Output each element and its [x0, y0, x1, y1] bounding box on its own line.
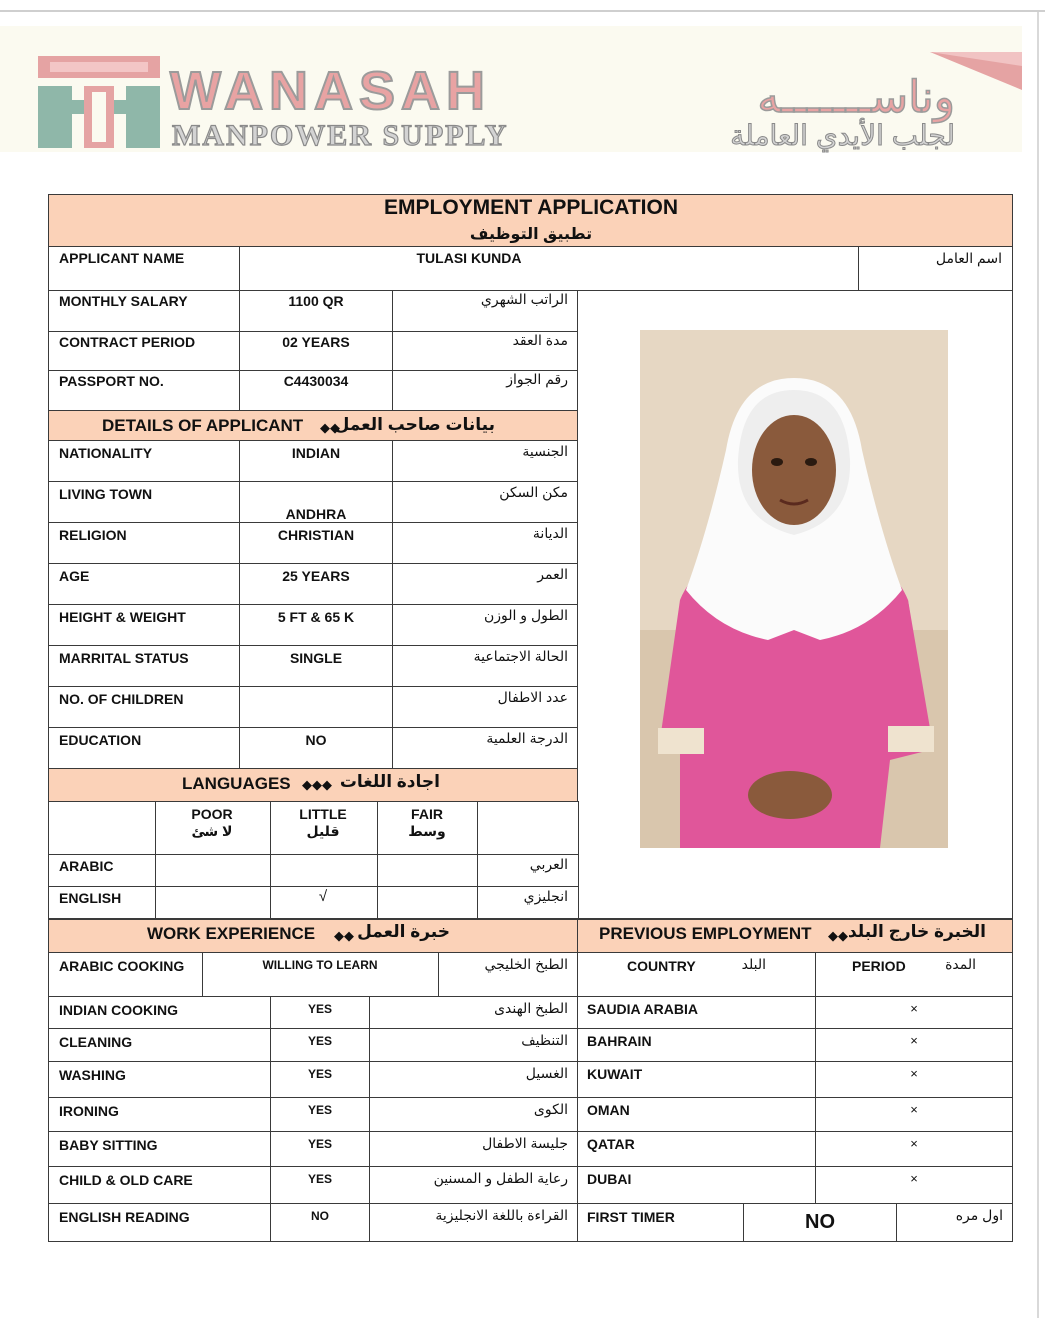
language-level-label-arabic: لا شئ	[191, 823, 233, 839]
previous-period-cross-icon: ×	[910, 1066, 918, 1081]
language-level-label: LITTLE	[299, 806, 347, 822]
work-row-label: INDIAN COOKING	[59, 1002, 178, 1018]
top-row-value: 1100 QR	[288, 293, 344, 309]
work-row-label: BABY SITTING	[59, 1137, 158, 1153]
brand-tagline-arabic: لجلب الأيدي العاملة	[730, 120, 955, 151]
language-level-label-arabic: وسط	[408, 823, 446, 839]
letterhead	[0, 26, 1022, 152]
form-title: EMPLOYMENT APPLICATION	[384, 196, 678, 219]
details-header: DETAILS OF APPLICANT	[102, 416, 304, 435]
detail-row-label: EDUCATION	[59, 732, 142, 748]
work-row-label: IRONING	[59, 1103, 119, 1119]
first-timer-label-arabic: اول مره	[955, 1207, 1003, 1223]
diamond-icon: ◆◆	[828, 928, 848, 943]
country-column-label-arabic: البلد	[741, 956, 766, 972]
detail-row-label: MARRITAL STATUS	[59, 650, 189, 666]
work-experience-header-arabic: خبرة العمل	[357, 922, 450, 941]
work-row-value: YES	[307, 1103, 333, 1117]
detail-row-label: NATIONALITY	[59, 445, 153, 461]
first-timer-label: FIRST TIMER	[587, 1209, 675, 1225]
detail-row-value: CHRISTIAN	[277, 527, 355, 543]
work-row-value: NO	[311, 1209, 329, 1223]
detail-row-value: NO	[305, 732, 327, 748]
first-timer-value: NO	[805, 1211, 835, 1233]
details-header-arabic: بيانات صاحب العمل	[334, 415, 495, 434]
work-row-label: CLEANING	[59, 1034, 133, 1050]
diamond-icon: ◆◆	[320, 420, 340, 435]
work-row-label: ARABIC COOKING	[59, 958, 185, 974]
applicant-name-value: TULASI KUNDA	[416, 250, 522, 266]
previous-country: OMAN	[587, 1102, 630, 1118]
top-row-label-arabic: مدة العقد	[512, 332, 568, 348]
period-column-label: PERIOD	[852, 958, 906, 974]
top-row-value: 02 YEARS	[282, 334, 350, 350]
top-row-label-arabic: رقم الجواز	[506, 371, 568, 387]
work-experience-header: WORK EXPERIENCE	[147, 924, 316, 943]
work-row-value: YES	[307, 1002, 333, 1016]
top-row-label-arabic: الراتب الشهري	[480, 291, 568, 307]
detail-row-label-arabic: العمر	[537, 566, 568, 582]
work-row-label-arabic: الطبخ الخليجي	[484, 956, 568, 972]
detail-row-label-arabic: عدد الاطفال	[497, 689, 568, 705]
work-row-label: CHILD & OLD CARE	[59, 1172, 193, 1188]
detail-row-label-arabic: مكن السكن	[499, 484, 568, 500]
top-row-label: CONTRACT PERIOD	[59, 334, 196, 350]
work-row-value: YES	[307, 1172, 333, 1186]
detail-row-label: NO. OF CHILDREN	[59, 691, 184, 707]
previous-employment-header: PREVIOUS EMPLOYMENT	[599, 924, 812, 943]
work-row-label-arabic: الطبخ الهندى	[494, 1000, 568, 1016]
detail-row-value: 25 YEARS	[282, 568, 350, 584]
language-check-mark: √	[318, 888, 328, 905]
work-row-label-arabic: جليسة الاطفال	[482, 1135, 568, 1151]
detail-row-label-arabic: الدرجة العلمية	[486, 730, 568, 746]
previous-period-cross-icon: ×	[910, 1001, 918, 1016]
work-row-value: WILLING TO LEARN	[262, 958, 378, 972]
work-row-value: YES	[307, 1067, 333, 1081]
language-row-label: ARABIC	[59, 858, 114, 874]
country-column-label: COUNTRY	[627, 958, 696, 974]
detail-row-value: INDIAN	[291, 445, 341, 461]
work-row-label-arabic: الغسيل	[525, 1065, 568, 1081]
previous-employment-header-arabic: الخبرة خارج البلد	[847, 922, 986, 941]
brand-name-arabic: وناســـــــه	[757, 73, 955, 122]
diamond-icon: ◆◆	[334, 928, 354, 943]
detail-row-label: AGE	[59, 568, 90, 584]
previous-period-cross-icon: ×	[910, 1033, 918, 1048]
detail-row-label-arabic: الطول و الوزن	[483, 607, 568, 623]
period-column-label-arabic: المدة	[945, 956, 976, 972]
work-row-value: YES	[307, 1034, 333, 1048]
applicant-photo	[640, 330, 948, 848]
work-row-label: ENGLISH READING	[59, 1209, 190, 1225]
detail-row-label-arabic: الجنسية	[522, 443, 568, 459]
detail-row-label: RELIGION	[59, 527, 127, 543]
work-row-label-arabic: الكوى	[533, 1101, 568, 1117]
previous-period-cross-icon: ×	[910, 1136, 918, 1151]
previous-country: BAHRAIN	[587, 1033, 652, 1049]
top-row-label: MONTHLY SALARY	[59, 293, 188, 309]
company-logo-icon	[38, 56, 160, 148]
previous-period-cross-icon: ×	[910, 1102, 918, 1117]
languages-header-arabic: اجادة اللغات	[339, 772, 440, 791]
language-row-label-arabic: العربي	[529, 856, 568, 872]
detail-row-value: 5 FT & 65 K	[277, 609, 355, 625]
top-row-label: PASSPORT NO.	[59, 373, 164, 389]
work-row-label-arabic: التنظيف	[521, 1032, 568, 1048]
language-level-label: FAIR	[411, 806, 443, 822]
detail-row-label-arabic: الديانة	[532, 525, 568, 541]
detail-row-label-arabic: الحالة الاجتماعية	[473, 648, 568, 664]
work-row-value: YES	[307, 1137, 333, 1151]
previous-period-cross-icon: ×	[910, 1171, 918, 1186]
applicant-name-label: APPLICANT NAME	[59, 250, 185, 266]
work-row-label-arabic: رعاية الطفل و المسنين	[433, 1170, 568, 1186]
languages-header: LANGUAGES	[182, 774, 291, 793]
detail-row-label: HEIGHT & WEIGHT	[59, 609, 186, 625]
language-row-label: ENGLISH	[59, 890, 122, 906]
form-title-arabic: تطبيق التوظيف	[469, 226, 593, 243]
language-level-label: POOR	[191, 806, 233, 822]
corner-ribbon-icon	[930, 52, 1022, 92]
work-row-label: WASHING	[59, 1067, 126, 1083]
work-row-label-arabic: القراءة باللغة الانجليزية	[435, 1207, 568, 1223]
previous-country: KUWAIT	[587, 1066, 643, 1082]
applicant-name-label-arabic: اسم العامل	[935, 250, 1002, 266]
diamond-icon: ◆◆◆	[302, 777, 332, 792]
detail-row-value: ANDHRA	[285, 506, 347, 522]
language-level-label-arabic: قليل	[306, 823, 340, 839]
previous-country: QATAR	[587, 1136, 635, 1152]
previous-country: SAUDIA ARABIA	[587, 1001, 698, 1017]
top-row-value: C4430034	[283, 373, 349, 389]
detail-row-value: SINGLE	[289, 650, 343, 666]
detail-row-label: LIVING TOWN	[59, 486, 153, 502]
brand-tagline: MANPOWER SUPPLY	[172, 119, 509, 152]
brand-name: WANASAH	[170, 61, 491, 121]
language-row-label-arabic: انجليزي	[523, 888, 568, 904]
previous-country: DUBAI	[587, 1171, 632, 1187]
